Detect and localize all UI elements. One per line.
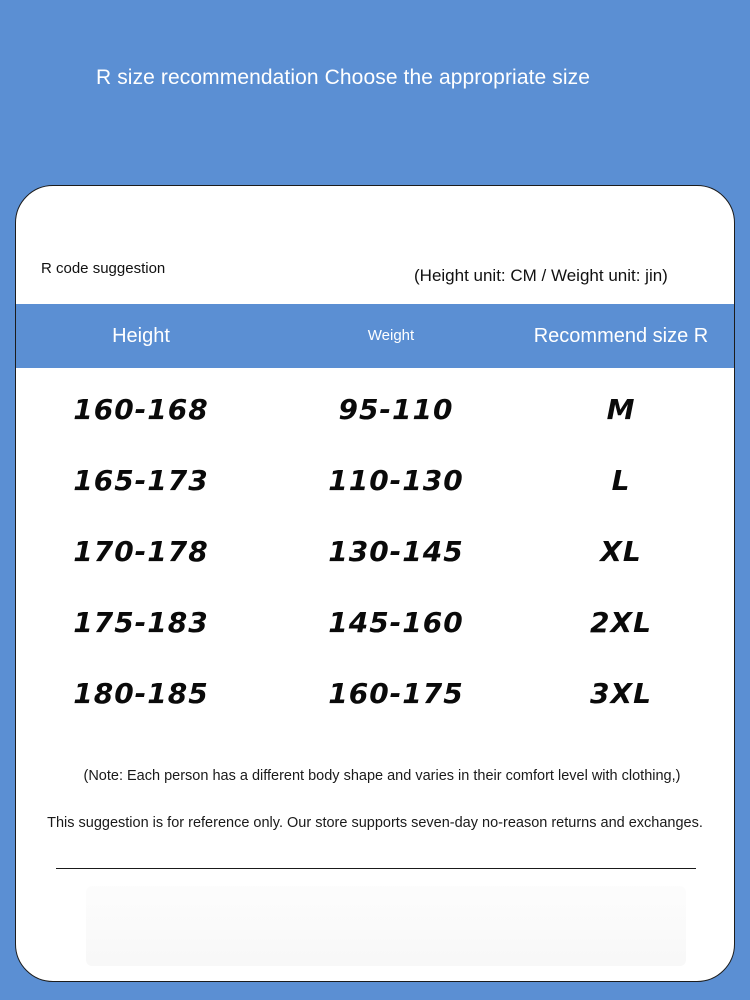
table-row: [16, 598, 735, 648]
cell-size: 3XL: [590, 677, 652, 710]
code-suggestion-label: R code suggestion: [41, 260, 166, 277]
cell-weight: 130-145: [328, 535, 464, 568]
divider: [56, 868, 696, 869]
cell-height: 160-168: [73, 393, 209, 426]
cell-size: XL: [600, 535, 642, 568]
units-note: (Height unit: CM / Weight unit: jin): [414, 266, 668, 285]
cell-height: 165-173: [73, 464, 209, 497]
cell-size: M: [606, 393, 636, 426]
page-title: R size recommendation Choose the appropriate size: [96, 66, 590, 89]
table-row: [16, 385, 735, 435]
table-row: [16, 456, 735, 506]
cell-size: L: [611, 464, 631, 497]
note-body-shape: (Note: Each person has a different body shape and varies in their comfort level with clothing,): [83, 768, 681, 784]
faded-background-area: [86, 886, 686, 966]
header-recommend-size: Recommend size R: [533, 325, 709, 347]
table-header: [16, 304, 735, 368]
note-returns-policy: This suggestion is for reference only. Our store supports seven-day no-reason returns and exchanges.: [47, 815, 703, 831]
cell-weight: 95-110: [338, 393, 454, 426]
table-row: [16, 527, 735, 577]
header-weight: Weight: [367, 327, 415, 344]
size-chart-card: [15, 185, 735, 982]
cell-weight: 160-175: [328, 677, 464, 710]
cell-height: 170-178: [73, 535, 209, 568]
cell-height: 180-185: [73, 677, 209, 710]
cell-height: 175-183: [73, 606, 209, 639]
cell-weight: 110-130: [328, 464, 464, 497]
cell-size: 2XL: [590, 606, 652, 639]
table-row: [16, 669, 735, 719]
cell-weight: 145-160: [328, 606, 464, 639]
header-height: Height: [112, 325, 170, 347]
